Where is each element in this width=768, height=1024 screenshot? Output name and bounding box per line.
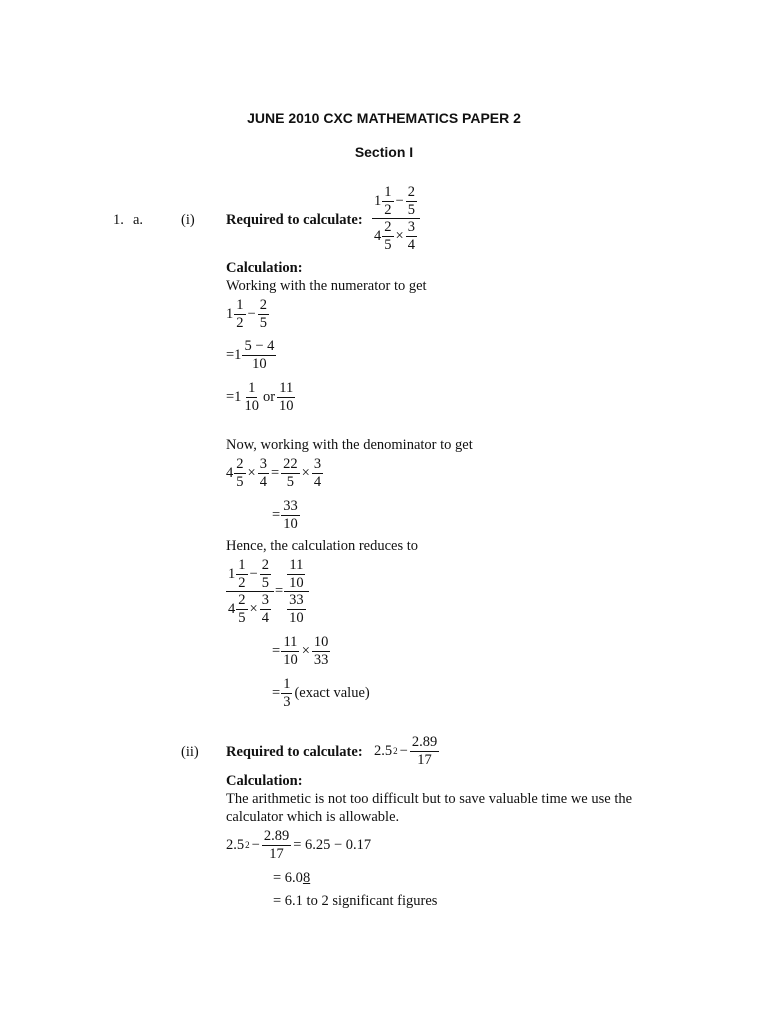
calc-ii-step-3: = 6.1 to 2 significant figures (273, 893, 438, 909)
question-number: 1. (113, 212, 124, 228)
part-letter: a. (133, 212, 144, 228)
numerator-intro: Working with the numerator to get (226, 278, 427, 294)
document-title: JUNE 2010 CXC MATHEMATICS PAPER 2 (247, 110, 521, 126)
required-label-ii: Required to calculate: (226, 744, 363, 760)
required-label-i: Required to calculate: (226, 212, 363, 228)
expression-ii: 2.5 2 − $\frac{2.89}{17}$ (374, 734, 438, 768)
reduction-step-3: = $\frac{1}{3}$ (exact value) (272, 676, 370, 710)
calc-ii-step-1: 2.5 2 − $\frac{2.89}{17}$ = 6.25 − 0.17 (226, 828, 372, 862)
numerator-step-2: =1 $\frac{5 - 4}{10}$ (226, 338, 275, 372)
calculation-heading-i: Calculation: (226, 260, 303, 276)
denominator-step-2: = $\frac{33}{10}$ (272, 498, 298, 532)
calc-ii-step-2: = 6.08 (273, 870, 311, 886)
subpart-i-number: (i) (181, 212, 195, 228)
denominator-intro: Now, working with the denominator to get (226, 437, 473, 453)
numerator-step-3: =1 $\frac{1}{10}$ or $\frac{11}{10}$ (226, 380, 294, 414)
exact-value-note: (exact value) (294, 684, 370, 701)
reduction-step-2: = $\frac{11}{10}$ × $\frac{10}{33}$ (272, 634, 329, 668)
denominator-step-1: 4 $\frac{2}{5}$ × $\frac{3}{4}$ = $\frac{22}{5}$ × $\frac{3}{4}$ (226, 456, 322, 490)
numerator-step-1: 1 $\frac{1}{2}$ − $\frac{2}{5}$ (226, 297, 267, 331)
subpart-ii-number: (ii) (181, 744, 199, 760)
or-word: or (262, 388, 276, 405)
calculation-heading-ii: Calculation: (226, 773, 303, 789)
calc-note-line-1: The arithmetic is not too difficult but to save valuable time we use the (226, 791, 633, 807)
reduction-intro: Hence, the calculation reduces to (226, 538, 419, 554)
section-heading: Section I (354, 144, 414, 160)
calc-note-line-2: calculator which is allowable. (226, 809, 400, 825)
reduction-step-1: 1 $\frac{1}{2}$ − $\frac{2}{5}$ 4 $\frac{2}{5}$ × $\frac{3}{4}$ = $\frac{\frac{11}{10}}{\frac{33}{10}}$ (226, 557, 309, 627)
main-expression: 1 $\frac{1}{2}$ − $\frac{2}{5}$ 4 $\frac{2}{5}$ × $\frac{3}{4}$ (372, 184, 420, 254)
